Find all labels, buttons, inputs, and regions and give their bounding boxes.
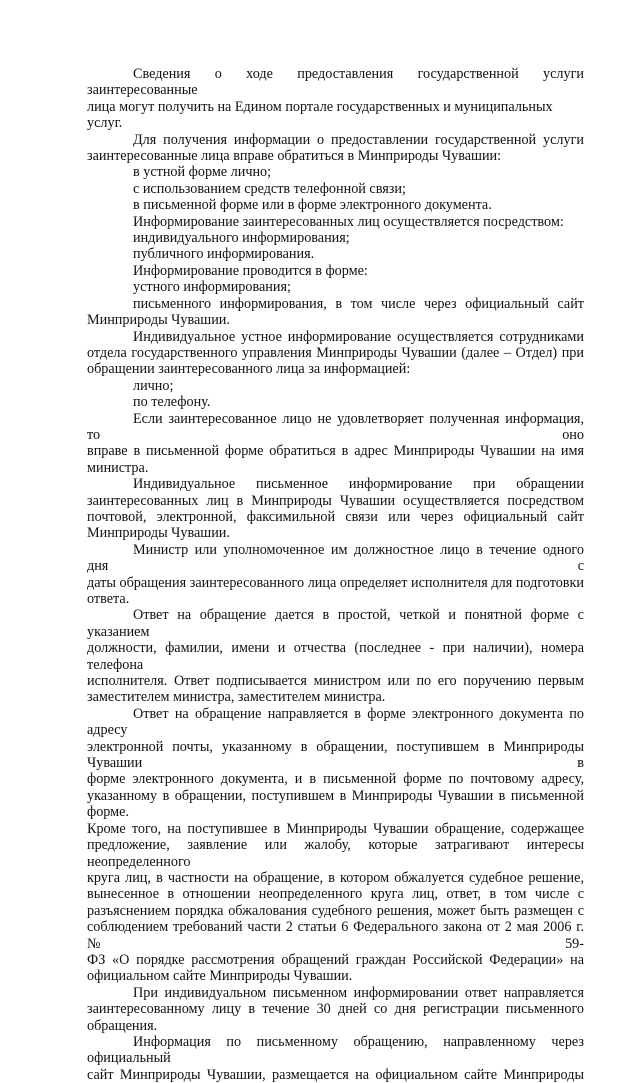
text-line: Минприроды Чувашии. bbox=[87, 312, 230, 329]
text-line: указанному в обращении, поступившем в Минприроды Чувашии в письменной форме. bbox=[87, 787, 584, 821]
paragraph bbox=[87, 985, 584, 1034]
paragraph bbox=[87, 246, 584, 262]
text-line: по телефону. bbox=[133, 394, 211, 411]
text-line: заинтересованные лица вправе обратиться в Минприроды Чувашии: bbox=[87, 148, 502, 165]
paragraph bbox=[87, 394, 584, 410]
text-line: заинтересованных лиц в Минприроды Чувашии осуществляется посредством bbox=[87, 492, 584, 509]
text-line: исполнителя. Ответ подписывается министром или по его поручению первым bbox=[87, 673, 584, 690]
text-line: официальном сайте Минприроды Чувашии. bbox=[87, 968, 353, 985]
text-line: письменного информирования, в том числе через официальный сайт bbox=[133, 295, 584, 312]
text-line: должности, фамилии, имени и отчества (последнее - при наличии), номера телефона bbox=[87, 640, 584, 673]
paragraph bbox=[87, 411, 584, 477]
text-line: Если заинтересованное лицо не удовлетворяет полученная информация, то оно bbox=[87, 410, 584, 443]
text-line: Индивидуальное устное информирование осуществляется сотрудниками bbox=[133, 328, 584, 345]
paragraph bbox=[87, 542, 584, 608]
text-line: Кроме того, на поступившее в Минприроды Чувашии обращение, содержащее bbox=[87, 820, 584, 837]
text-line: вынесенное в отношении неопределенного круга лиц, ответ, в том числе с bbox=[87, 886, 584, 903]
text-line: форме электронного документа, и в письменной форме по почтовому адресу, bbox=[87, 771, 584, 788]
paragraph bbox=[87, 181, 584, 197]
text-line: предложение, заявление или жалобу, которые затрагивают интересы неопределенного bbox=[87, 837, 584, 870]
text-line: вправе в письменной форме обратиться в адрес Минприроды Чувашии на имя bbox=[87, 443, 584, 460]
text-line: круга лиц, в частности на обращение, в котором обжалуется судебное решение, bbox=[87, 869, 584, 886]
text-line: Ответ на обращение направляется в форме электронного документа по адресу bbox=[87, 705, 584, 739]
text-line: Индивидуальное письменное информирование при обращении bbox=[133, 476, 584, 493]
paragraph bbox=[87, 263, 584, 279]
text-line: Минприроды Чувашии. bbox=[87, 525, 230, 542]
paragraph bbox=[87, 214, 584, 230]
text-line: Сведения о ходе предоставления государственной услуги заинтересованные bbox=[87, 66, 584, 99]
text-line: устного информирования; bbox=[133, 279, 291, 296]
paragraph bbox=[87, 476, 584, 542]
paragraph bbox=[87, 706, 584, 985]
text-line: ФЗ «О порядке рассмотрения обращений граждан Российской Федерации» на bbox=[87, 951, 584, 968]
text-line: При индивидуальном письменном информировании ответ направляется bbox=[133, 984, 584, 1001]
text-line: заинтересованному лицу в течение 30 дней со дня регистрации письменного bbox=[87, 1001, 584, 1018]
text-line: индивидуального информирования; bbox=[133, 230, 350, 247]
text-line: лично; bbox=[133, 377, 174, 394]
text-line: с использованием средств телефонной связи; bbox=[133, 180, 406, 197]
text-line: даты обращения заинтересованного лица определяет исполнителя для подготовки bbox=[87, 574, 584, 591]
text-line: министра. bbox=[87, 459, 149, 476]
paragraph bbox=[87, 197, 584, 213]
text-line: Ответ на обращение дается в простой, четкой и понятной форме с указанием bbox=[87, 607, 584, 640]
text-line: отдела государственного управления Минприроды Чувашии (далее – Отдел) при bbox=[87, 344, 584, 361]
paragraph bbox=[87, 378, 584, 394]
text-line: публичного информирования. bbox=[133, 246, 315, 263]
text-line: в устной форме лично; bbox=[133, 164, 272, 181]
text-line: Для получения информации о предоставлении государственной услуги bbox=[133, 131, 584, 148]
text-line: Информация по письменному обращению, направленному через официальный bbox=[87, 1033, 584, 1067]
text-line: разъяснением порядка обжалования судебного решения, может быть размещен с bbox=[87, 902, 584, 919]
text-line: электронной почты, указанному в обращении, поступившем в Минприроды Чувашии в bbox=[87, 738, 584, 772]
paragraph bbox=[87, 66, 584, 132]
text-line: Министр или уполномоченное им должностное лицо в течение одного дня с bbox=[87, 541, 584, 575]
text-line: сайт Минприроды Чувашии, размещается на официальном сайте Минприроды bbox=[87, 1066, 584, 1083]
paragraph bbox=[87, 230, 584, 246]
paragraph bbox=[87, 164, 584, 180]
text-line: обращения. bbox=[87, 1017, 158, 1034]
paragraph bbox=[87, 607, 584, 705]
text-line: Информирование заинтересованных лиц осуществляется посредством: bbox=[133, 213, 564, 230]
text-line: лица могут получить на Едином портале государственных и муниципальных услуг. bbox=[87, 98, 553, 132]
text-line: заместителем министра, заместителем министра. bbox=[87, 689, 386, 706]
paragraph bbox=[87, 329, 584, 378]
text-line: соблюдением требований части 2 статьи 6 Федерального закона от 2 мая 2006 г. № 59- bbox=[87, 919, 584, 952]
paragraph bbox=[87, 1034, 584, 1083]
paragraph bbox=[87, 279, 584, 295]
text-line: почтовой, электронной, факсимильной связи или через официальный сайт bbox=[87, 508, 584, 525]
paragraph bbox=[87, 132, 584, 165]
text-line: ответа. bbox=[87, 591, 130, 607]
paragraph bbox=[87, 296, 584, 329]
text-line: в письменной форме или в форме электронного документа. bbox=[133, 197, 492, 214]
text-line: Информирование проводится в форме: bbox=[133, 262, 368, 279]
text-line: обращении заинтересованного лица за информацией: bbox=[87, 361, 411, 378]
